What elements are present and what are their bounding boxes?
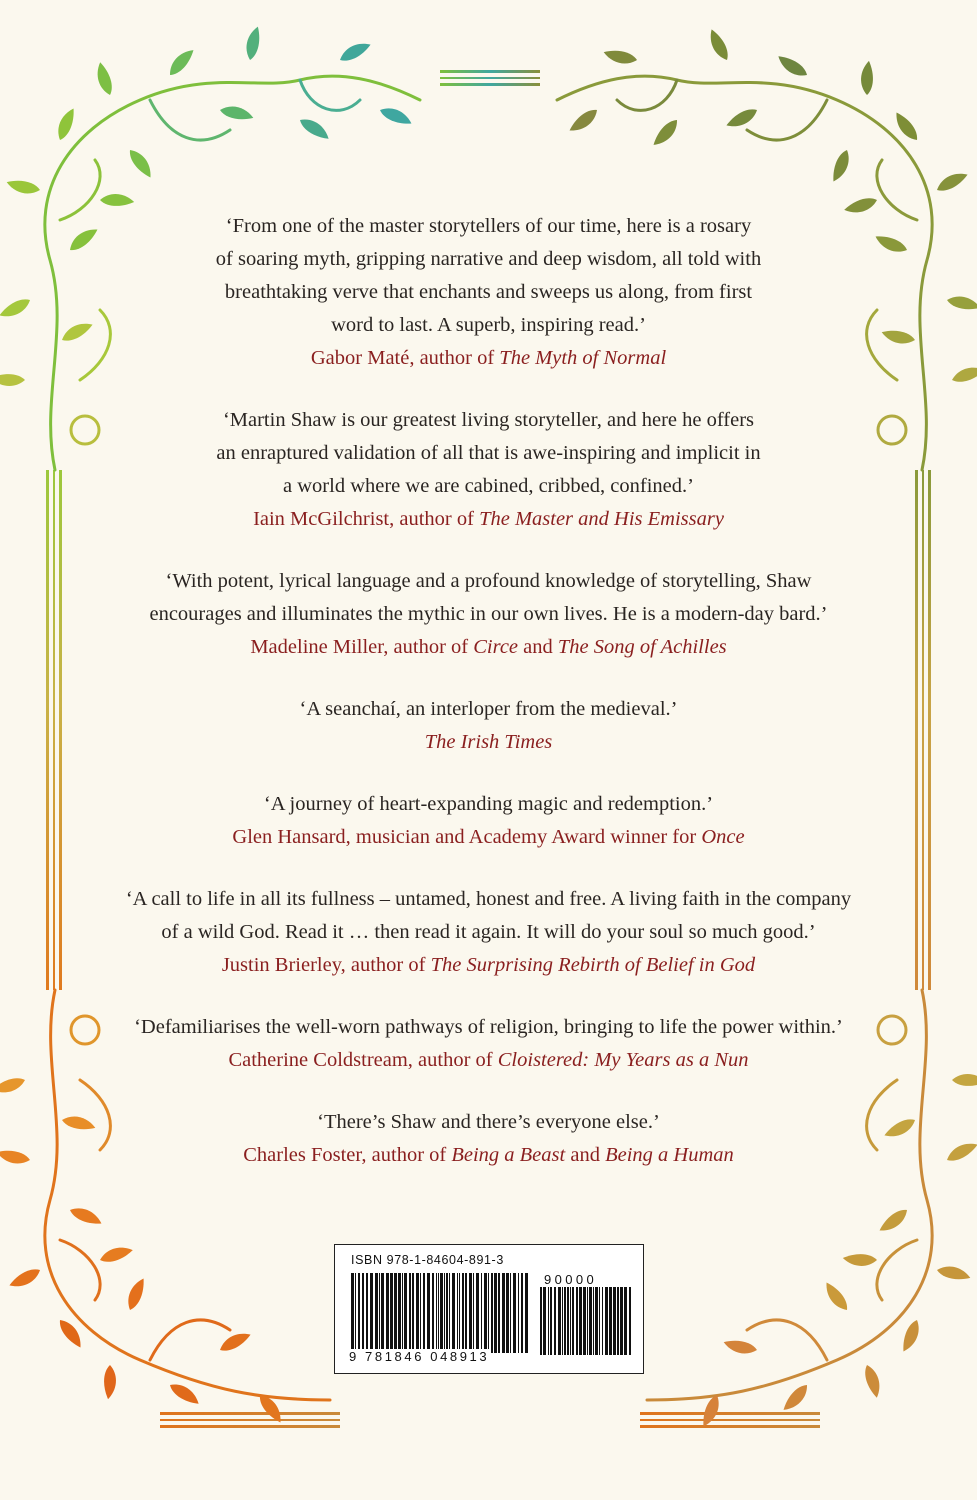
endorsements (100, 210, 877, 1201)
attribution-author: Catherine Coldstream, author of (228, 1049, 498, 1071)
attribution-author: Glen Hansard, musician and Academy Award winner for (232, 826, 702, 848)
endorsement-quote (100, 788, 877, 854)
quote-line: ‘A call to life in all its fullness – untamed, honest and free. A living faith in the company (125, 888, 852, 910)
barcode-ean-digits: 9 781846 048913 (349, 1349, 490, 1364)
bottom-border-rules (160, 1412, 820, 1428)
quote-attribution (100, 503, 877, 536)
quote-line: ‘With potent, lyrical language and a profound knowledge of storytelling, Shaw (165, 570, 812, 592)
quote-attribution (100, 726, 877, 759)
quote-line: an enraptured validation of all that is awe-inspiring and implicit in (216, 442, 761, 464)
attribution-author: Justin Brierley, author of (221, 954, 431, 976)
quote-line: word to last. A superb, inspiring read.’ (331, 314, 646, 336)
endorsement-quote (100, 693, 877, 759)
attribution-title: Once (701, 826, 745, 848)
quote-attribution (100, 631, 877, 664)
quote-attribution (100, 949, 877, 982)
attribution-author: Iain McGilchrist, author of (253, 508, 480, 530)
quote-attribution (100, 821, 877, 854)
quote-line: encourages and illuminates the mythic in our own lives. He is a modern-day bard.’ (149, 603, 828, 625)
quote-line: ‘A journey of heart-expanding magic and redemption.’ (263, 793, 714, 815)
quote-attribution (100, 1044, 877, 1077)
quote-line: ‘A seanchaí, an interloper from the medieval.’ (299, 698, 678, 720)
attribution-title: The Surprising Rebirth of Belief in God (430, 954, 756, 976)
attribution-author: Gabor Maté, author of (310, 347, 500, 369)
attribution-title: The Master and His Emissary (479, 508, 724, 530)
endorsement-quote (100, 1106, 877, 1172)
attribution-author: Charles Foster, author of (243, 1144, 452, 1166)
attribution-author: and (518, 636, 558, 658)
endorsement-quote (100, 565, 877, 664)
attribution-author: Madeline Miller, author of (250, 636, 474, 658)
quote-line: ‘From one of the master storytellers of our time, here is a rosary (225, 215, 752, 237)
attribution-title: Circe (473, 636, 519, 658)
barcode-label (334, 1244, 644, 1374)
left-border-rules (46, 470, 62, 990)
quote-line: ‘There’s Shaw and there’s everyone else.’ (317, 1111, 660, 1133)
attribution-title: The Myth of Normal (499, 347, 667, 369)
quote-line: breathtaking verve that enchants and sweeps us along, from first (224, 281, 753, 303)
attribution-title: Being a Human (605, 1144, 734, 1166)
right-border-rules (915, 470, 931, 990)
endorsement-quote (100, 210, 877, 375)
isbn-label: ISBN 978-1-84604-891-3 (351, 1253, 504, 1267)
top-border-rules (440, 70, 540, 86)
endorsement-quote (100, 883, 877, 982)
quote-line: of a wild God. Read it … then read it again. It will do your soul so much good.’ (161, 921, 816, 943)
quote-line: ‘Defamiliarises the well-worn pathways of religion, bringing to life the power within.’ (134, 1016, 843, 1038)
quote-attribution (100, 1139, 877, 1172)
attribution-author: and (565, 1144, 606, 1166)
attribution-title: Cloistered: My Years as a Nun (497, 1049, 749, 1071)
quote-line: a world where we are cabined, cribbed, confined.’ (283, 475, 694, 497)
attribution-title: Being a Beast (451, 1144, 566, 1166)
barcode-icon (351, 1273, 529, 1355)
quote-attribution (100, 342, 877, 375)
barcode-addon-bars (540, 1287, 632, 1355)
attribution-title: The Song of Achilles (557, 636, 727, 658)
quote-line: of soaring myth, gripping narrative and deep wisdom, all told with (215, 248, 762, 270)
quote-line: ‘Martin Shaw is our greatest living storyteller, and here he offers (222, 409, 755, 431)
barcode-addon-digits: 90000 (544, 1272, 598, 1287)
endorsement-quote (100, 404, 877, 536)
attribution-title: The Irish Times (424, 731, 553, 753)
endorsement-quote (100, 1011, 877, 1077)
